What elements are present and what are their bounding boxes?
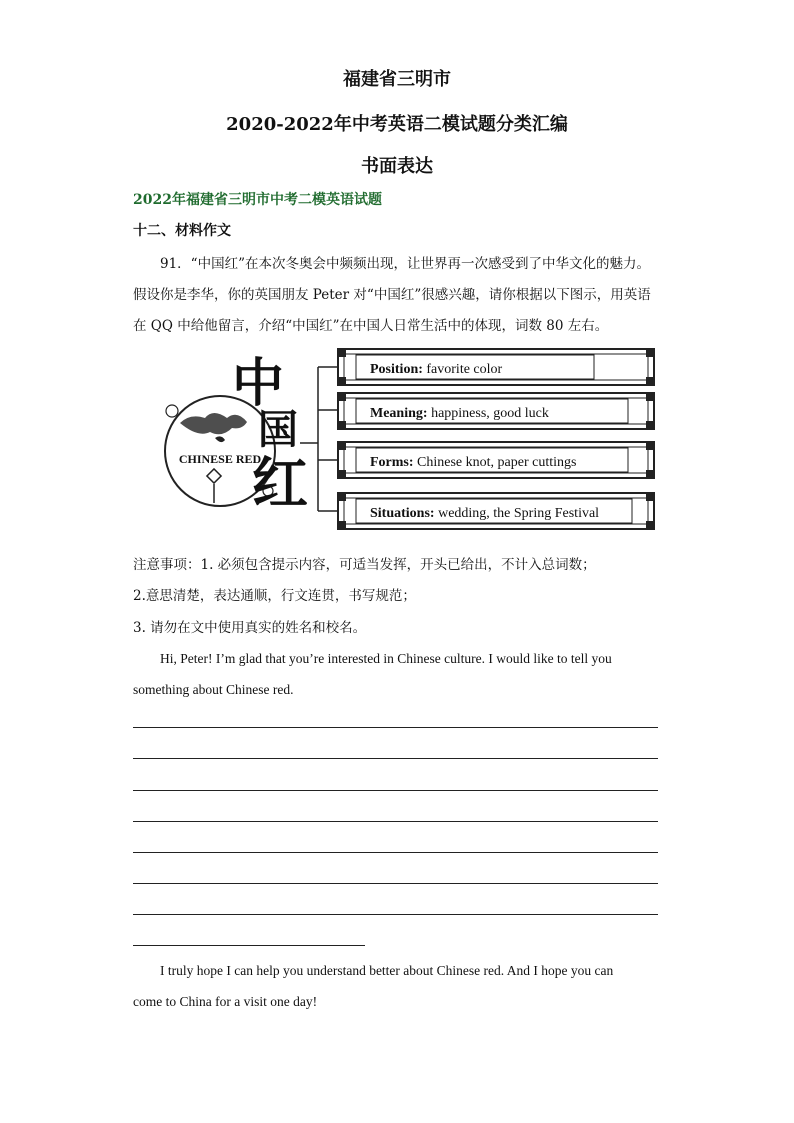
meaning-value: happiness, good luck (431, 406, 549, 421)
position-label: Position: (370, 362, 423, 377)
subsection-title: 十二、材料作文 (133, 223, 231, 239)
question-line-1: 91．“中国红”在本次冬奥会中频频出现，让世界再一次感受到了中华文化的魅力。 (160, 256, 650, 272)
letter-opening-line-1: Hi, Peter! I’m glad that you’re interested in Chinese culture. I would like to tell you (160, 651, 612, 666)
document-title-topic: 书面表达 (361, 156, 433, 177)
svg-text:Situations: wedding, the Sprin (370, 506, 599, 521)
info-box-forms (338, 442, 654, 478)
svg-text:Meaning: happiness, good luck (370, 406, 549, 421)
letter-opening-line-2: something about Chinese red. (133, 682, 294, 697)
writing-line[interactable] (133, 883, 658, 884)
info-box-situations (338, 493, 654, 529)
note-2: 2.意思清楚，表达通顺，行文连贯，书写规范； (133, 588, 416, 604)
writing-line-short[interactable] (133, 945, 365, 946)
letter-closing-line-2: come to China for a visit one day! (133, 994, 318, 1009)
chinese-knot-icon (207, 469, 221, 503)
situations-label: Situations: (370, 506, 435, 521)
meaning-label: Meaning: (370, 406, 428, 421)
document-title-series: 2020-2022年中考英语二模试题分类汇编 (226, 114, 568, 135)
writing-line[interactable] (133, 727, 658, 728)
info-box-position (338, 349, 654, 385)
situations-value: wedding, the Spring Festival (438, 506, 600, 521)
writing-line[interactable] (133, 821, 658, 822)
writing-line[interactable] (133, 790, 658, 791)
writing-line[interactable] (133, 852, 658, 853)
note-3: 3. 请勿在文中使用真实的姓名和校名。 (133, 620, 367, 636)
note-1: 注意事项：1. 必须包含提示内容，可适当发挥，开头已给出，不计入总词数； (133, 557, 596, 573)
svg-text:Position: favorite color (370, 362, 503, 377)
calligraphy-char-1: 中 (232, 353, 285, 414)
globe-label: CHINESE RED (178, 452, 262, 466)
calligraphy-char-2: 国 (258, 406, 298, 453)
question-line-3: 在 QQ 中给他留言，介绍“中国红”在中国人日常生活中的体现，词数 80 左右。 (133, 318, 609, 334)
section-title: 2022年福建省三明市中考二模英语试题 (133, 192, 382, 208)
position-value: favorite color (426, 362, 503, 377)
forms-value: Chinese knot, paper cuttings (417, 455, 577, 470)
svg-text:Forms: Chinese knot, paper cut (370, 455, 576, 470)
info-box-meaning (338, 393, 654, 429)
document-title-region: 福建省三明市 (343, 69, 451, 90)
chinese-red-figure (160, 343, 660, 538)
question-line-2: 假设你是李华，你的英国朋友 Peter 对“中国红”很感兴趣，请你根据以下图示，用英语 (133, 287, 651, 303)
forms-label: Forms: (370, 455, 414, 470)
writing-line[interactable] (133, 914, 658, 915)
calligraphy-char-3: 红 (252, 451, 308, 517)
letter-closing-line-1: I truly hope I can help you understand better about Chinese red. And I hope you can (160, 963, 614, 978)
writing-line[interactable] (133, 758, 658, 759)
